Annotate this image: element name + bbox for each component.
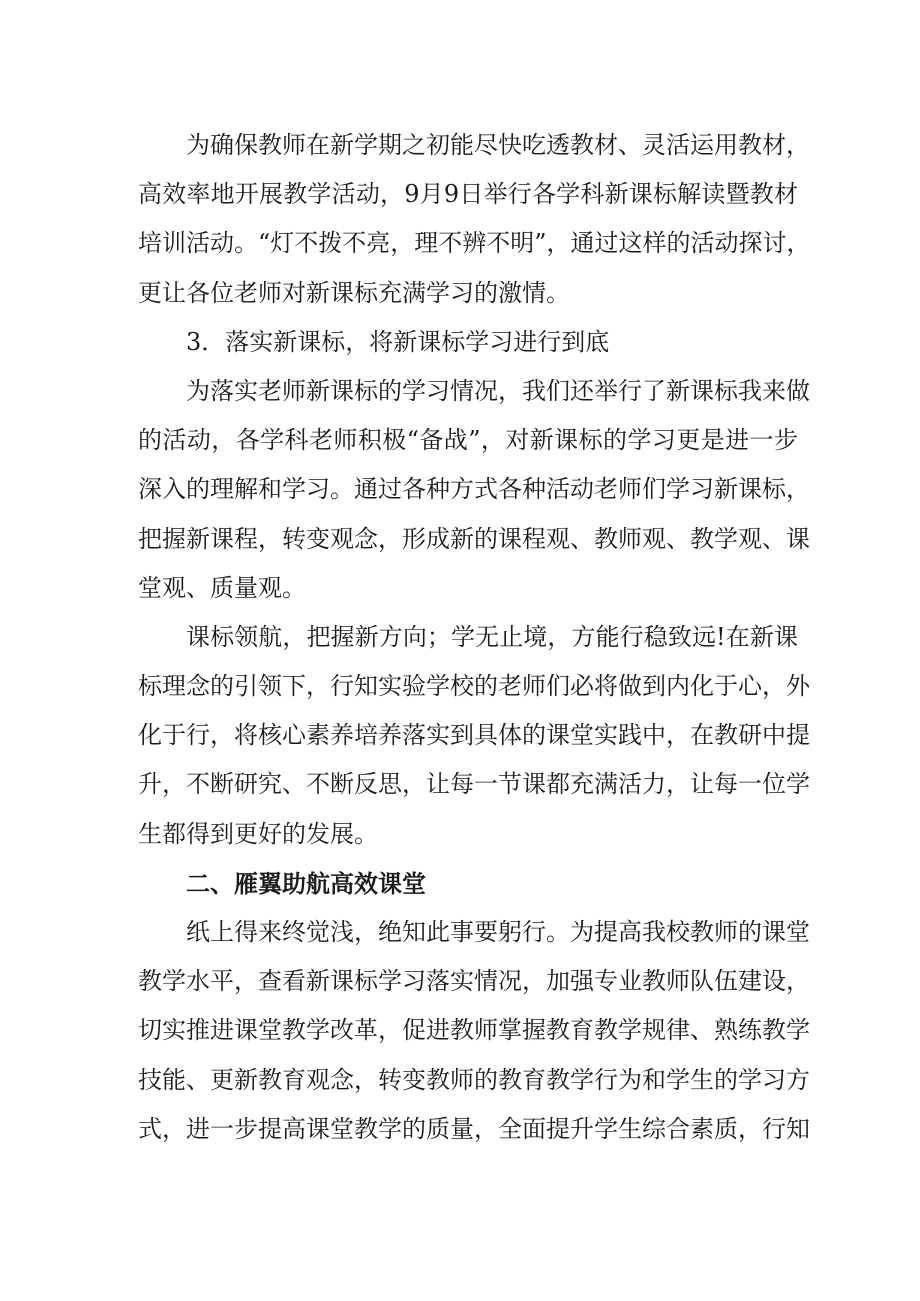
paragraph-line: 生都得到更好的发展。 <box>138 819 378 848</box>
paragraph-line: 3．落实新课标，将新课标学习进行到底 <box>186 327 610 356</box>
paragraph-line: 教学水平，查看新课标学习落实情况，加强专业教师队伍建设， <box>138 967 810 996</box>
paragraph-line: 堂观、质量观。 <box>138 573 306 602</box>
paragraph-line: 培训活动。“灯不拨不亮，理不辨不明”，通过这样的活动探讨， <box>138 229 811 258</box>
paragraph-line: 课标领航，把握新方向；学无止境，方能行稳致远!在新课 <box>186 622 798 651</box>
paragraph-line: 的活动，各学科老师积极“备战”，对新课标的学习更是进一步 <box>138 426 798 455</box>
paragraph-line: 技能、更新教育观念，转变教师的教育教学行为和学生的学习方 <box>138 1065 810 1094</box>
paragraph-line: 更让各位老师对新课标充满学习的激情。 <box>138 278 570 307</box>
section-heading-line: 二、雁翼助航高效课堂 <box>186 868 426 898</box>
paragraph-line: 为落实老师新课标的学习情况，我们还举行了新课标我来做 <box>186 376 810 405</box>
paragraph-line: 把握新课程，转变观念，形成新的课程观、教师观、教学观、课 <box>138 524 810 553</box>
paragraph-line: 切实推进课堂教学改革，促进教师掌握教育教学规律、熟练教学 <box>138 1016 810 1045</box>
paragraph-line: 标理念的引领下，行知实验学校的老师们必将做到内化于心，外 <box>138 672 810 701</box>
paragraph-line: 式，进一步提高课堂教学的质量，全面提升学生综合素质，行知 <box>138 1114 810 1143</box>
paragraph-line: 为确保教师在新学期之初能尽快吃透教材、灵活运用教材， <box>186 131 810 159</box>
paragraph-line: 高效率地开展教学活动，9月9日举行各学科新课标解读暨教材 <box>138 180 798 209</box>
document-body <box>138 121 811 1154</box>
paragraph-line: 升，不断研究、不断反思，让每一节课都充满活力，让每一位学 <box>138 770 810 799</box>
paragraph-line: 深入的理解和学习。通过各种方式各种活动老师们学习新课标， <box>138 475 810 504</box>
paragraph-line: 纸上得来终觉浅，绝知此事要躬行。为提高我校教师的课堂 <box>186 918 810 946</box>
paragraph-line: 化于行，将核心素养培养落实到具体的课堂实践中，在教研中提 <box>138 721 810 750</box>
